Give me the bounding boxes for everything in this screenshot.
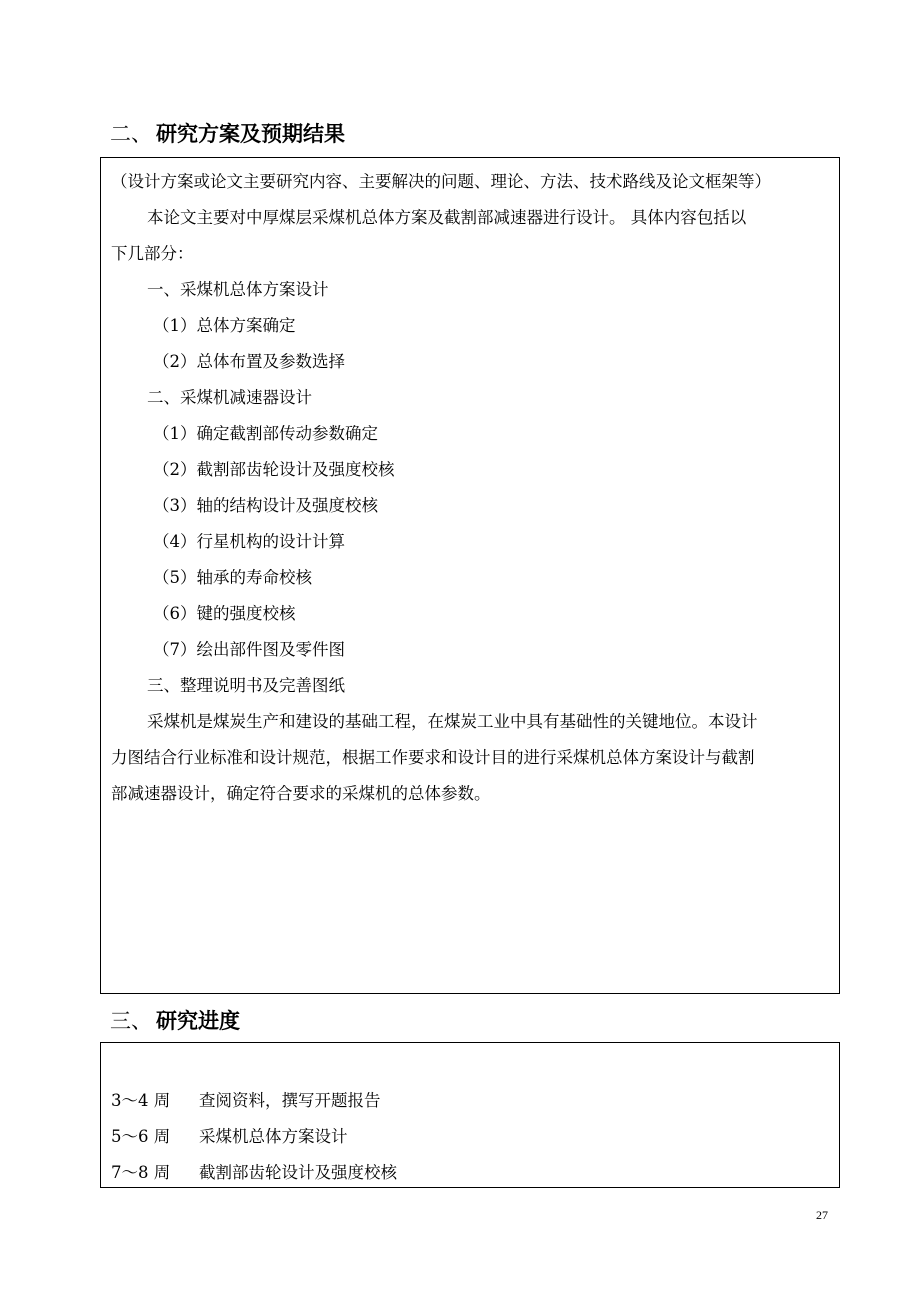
schedule-week: 7～8 周 bbox=[111, 1163, 171, 1182]
list-item: （3）轴的结构设计及强度校核 bbox=[153, 496, 378, 515]
summary-line-1: 采煤机是煤炭生产和建设的基础工程，在煤炭工业中具有基础性的关键地位。本设计 bbox=[147, 712, 758, 731]
page-number: 27 bbox=[816, 1208, 828, 1222]
list-item: （2）总体布置及参数选择 bbox=[153, 352, 345, 371]
section-heading-research-progress bbox=[110, 1005, 240, 1035]
section-number: 三、 bbox=[110, 1009, 152, 1033]
intro-line-1: 本论文主要对中厚煤层采煤机总体方案及截割部减速器进行设计。 具体内容包括以 bbox=[147, 208, 747, 227]
intro-line-2: 下几部分： bbox=[111, 244, 194, 263]
list-item: （6）键的强度校核 bbox=[153, 604, 296, 623]
schedule-row bbox=[111, 1087, 381, 1111]
section-heading-research-plan bbox=[110, 118, 345, 148]
schedule-row bbox=[111, 1159, 397, 1183]
schedule-task: 查阅资料，撰写开题报告 bbox=[199, 1091, 381, 1110]
part-heading-3: 三、整理说明书及完善图纸 bbox=[147, 676, 345, 695]
summary-line-2: 力图结合行业标准和设计规范，根据工作要求和设计目的进行采煤机总体方案设计与截割 bbox=[111, 748, 755, 767]
section-title: 研究进度 bbox=[156, 1009, 240, 1033]
instruction-note: （设计方案或论文主要研究内容、主要解决的问题、理论、方法、技术路线及论文框架等） bbox=[111, 172, 771, 191]
research-progress-box bbox=[100, 1042, 840, 1188]
schedule-task: 截割部齿轮设计及强度校核 bbox=[199, 1163, 397, 1182]
schedule-week: 3～4 周 bbox=[111, 1091, 171, 1110]
schedule-task: 采煤机总体方案设计 bbox=[199, 1127, 348, 1146]
list-item: （5）轴承的寿命校核 bbox=[153, 568, 312, 587]
list-item: （1）确定截割部传动参数确定 bbox=[153, 424, 378, 443]
part-heading-2: 二、采煤机减速器设计 bbox=[147, 388, 312, 407]
list-item: （1）总体方案确定 bbox=[153, 316, 296, 335]
list-item: （4）行星机构的设计计算 bbox=[153, 532, 345, 551]
schedule-row bbox=[111, 1123, 348, 1147]
part-heading-1: 一、采煤机总体方案设计 bbox=[147, 280, 329, 299]
research-plan-box bbox=[100, 157, 840, 994]
list-item: （7）绘出部件图及零件图 bbox=[153, 640, 345, 659]
summary-line-3: 部减速器设计，确定符合要求的采煤机的总体参数。 bbox=[111, 784, 491, 803]
section-number: 二、 bbox=[110, 122, 152, 146]
list-item: （2）截割部齿轮设计及强度校核 bbox=[153, 460, 395, 479]
section-title: 研究方案及预期结果 bbox=[156, 122, 345, 146]
schedule-week: 5～6 周 bbox=[111, 1127, 171, 1146]
